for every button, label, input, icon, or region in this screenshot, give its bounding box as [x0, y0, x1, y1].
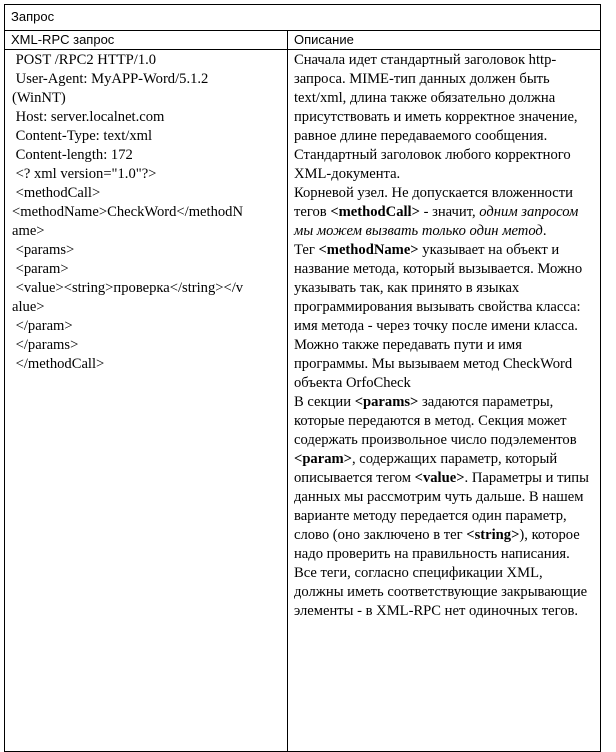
- code-line: User-Agent: MyAPP-Word/5.1.2: [12, 71, 209, 87]
- column-header-description: Описание: [288, 31, 601, 50]
- code-line: Host: server.localnet.com: [12, 109, 165, 125]
- description-method-name: [294, 241, 594, 393]
- code-line: </params>: [12, 337, 79, 353]
- description-text: - значит,: [419, 204, 480, 220]
- description-text: В секции: [294, 394, 355, 410]
- code-line: Content-length: 172: [12, 147, 133, 163]
- request-table: [4, 4, 601, 752]
- description-http-header: Сначала идет стандартный заголовок http-запроса. MIME-тип данных должен быть text/xml, длина также обязательно должна присутствовать и иметь корректное значение, равное длине передаваемого сообщения.: [294, 52, 578, 144]
- code-line: <methodCall>: [12, 185, 101, 201]
- description-text: ), которое надо проверить на правильность написания.: [294, 527, 580, 562]
- column-header-request: XML-RPC запрос: [5, 31, 288, 50]
- code-line: Content-Type: text/xml: [12, 128, 153, 144]
- description-xml-declaration: Стандартный заголовок любого корректного XML-документа.: [294, 147, 571, 182]
- code-line: (WinNT): [12, 90, 66, 106]
- tag-value: <value>: [414, 470, 465, 486]
- description-params: [294, 393, 594, 564]
- code-line: <params>: [12, 242, 75, 258]
- emphasis-text: одним запросом мы можем вызвать только один метод: [294, 204, 579, 239]
- tag-param: <param>: [294, 451, 352, 467]
- description-text: задаются параметры, которые передаются в метод. Секция может содержать произвольное число подэлементов: [294, 394, 577, 448]
- description-text: . Параметры и типы данных мы рассмотрим чуть дальше. В нашем варианте методу передается один параметр, слово (оно заключено в тег: [294, 470, 589, 543]
- description-root-node: [294, 184, 594, 241]
- description-text: Корневой узел. Не допускается вложенности тегов: [294, 185, 573, 220]
- description-closing-tags: Все теги, согласно спецификации XML, должны иметь соответствующие закрывающие элементы - в XML-RPC нет одиночных тегов.: [294, 565, 588, 619]
- description-text: .: [542, 223, 547, 239]
- tag-params: <params>: [354, 394, 419, 410]
- code-line: <? xml version="1.0"?>: [12, 166, 157, 182]
- tag-string: <string>: [466, 527, 520, 543]
- description-text: , содержащих параметр, который описывается тегом: [294, 451, 558, 486]
- code-line: POST /RPC2 HTTP/1.0: [12, 52, 157, 68]
- document-page: [4, 4, 601, 752]
- description-text: указывает на объект и название метода, который вызывается. Можно указывать так, как принято в языках программирования вызывать свойства класса: имя метода - через точку после имени класса. Можно также передавать пути и имя программы. Мы вызываем метод CheckWord объекта OrfoCheck: [294, 242, 583, 391]
- code-line: alue>: [12, 299, 45, 315]
- code-line: <param>: [12, 261, 69, 277]
- code-line: ame>: [12, 223, 45, 239]
- table-caption: Запрос: [5, 5, 601, 31]
- code-line: </param>: [12, 318, 73, 334]
- code-line: <methodName>CheckWord</methodN: [12, 204, 244, 220]
- tag-method-name: <methodName>: [318, 242, 419, 258]
- request-code-cell: [5, 50, 288, 752]
- code-line: <value><string>проверка</string></v: [12, 280, 244, 296]
- description-cell: [288, 50, 601, 752]
- description-text: Тег: [294, 242, 319, 258]
- code-line: </methodCall>: [12, 356, 105, 372]
- tag-method-call: <methodCall>: [330, 204, 420, 220]
